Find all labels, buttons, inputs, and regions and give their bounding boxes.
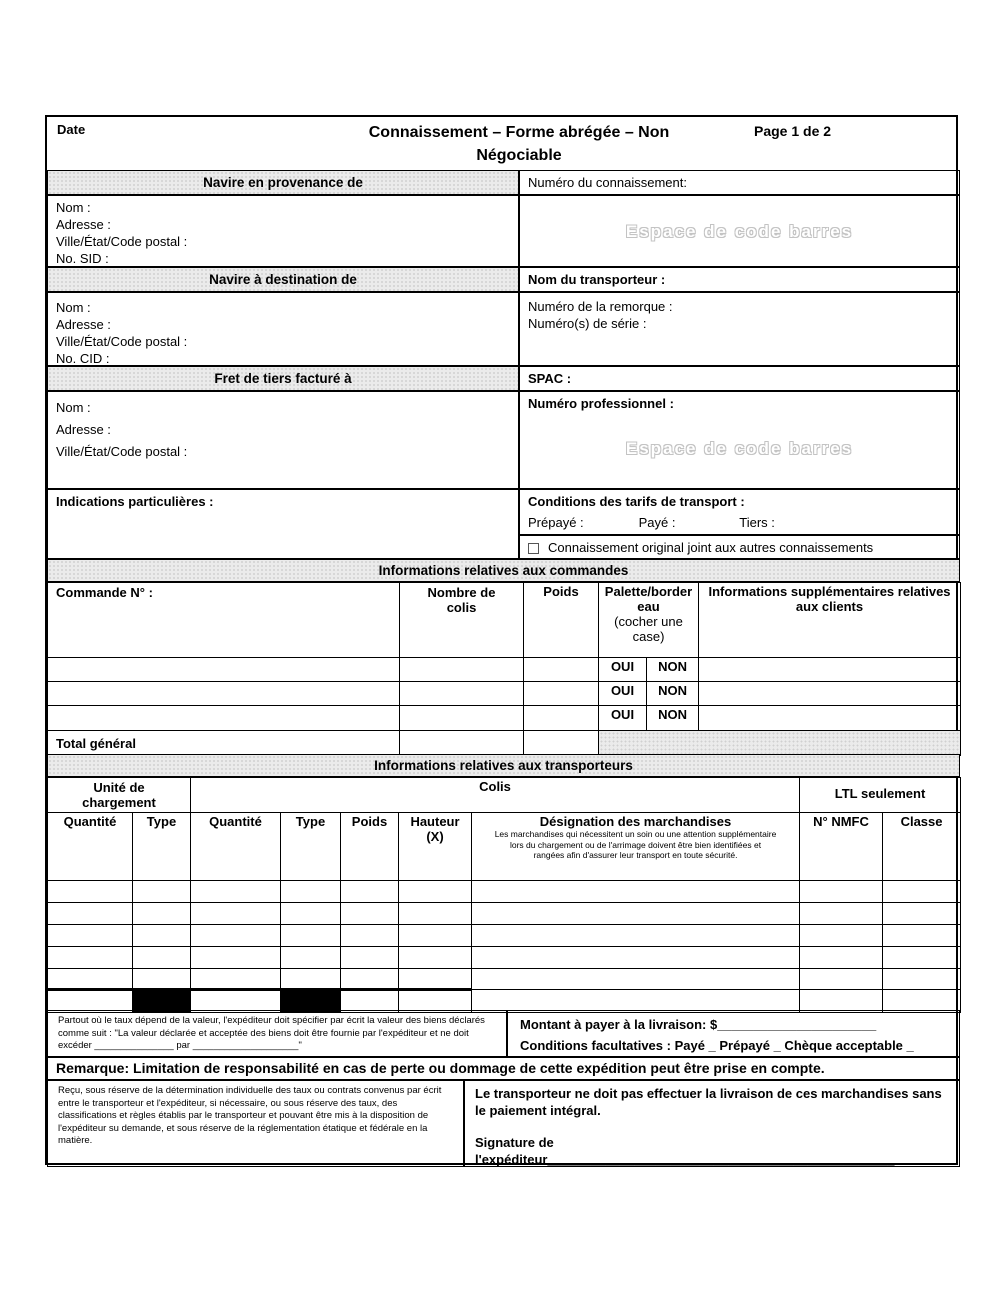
- ship-to-address-label: Adresse :: [56, 317, 111, 332]
- ship-from-section[interactable]: [47, 195, 519, 267]
- ship-to-header: Navire à destination de: [47, 267, 519, 292]
- order-packages-cell[interactable]: [400, 658, 524, 682]
- carrier-group-handling: Unité de chargement: [48, 778, 191, 813]
- height-cell[interactable]: [399, 947, 472, 969]
- cod-section: [507, 1010, 960, 1057]
- order-weight-cell[interactable]: [524, 658, 599, 682]
- ship-to-cid-label: No. CID :: [56, 351, 110, 366]
- ship-from-address-label: Adresse :: [56, 217, 111, 232]
- carrier-col-weight: Poids: [341, 813, 399, 881]
- cod-terms-label[interactable]: Conditions facultatives : Payé _ Prépayé _ Chèque acceptable _: [520, 1038, 914, 1053]
- hu-type-cell[interactable]: [133, 881, 191, 903]
- description-cell[interactable]: [472, 903, 800, 925]
- hu-type-cell[interactable]: [133, 947, 191, 969]
- weight-cell[interactable]: [341, 903, 399, 925]
- nmfc-cell[interactable]: [800, 925, 883, 947]
- order-pallet-yes[interactable]: OUI: [599, 706, 647, 731]
- pro-number-section[interactable]: [519, 391, 960, 489]
- third-party-city-label: Ville/État/Code postal :: [56, 444, 188, 459]
- carrier-name-label: Nom du transporteur :: [528, 272, 666, 287]
- nmfc-cell[interactable]: [800, 969, 883, 990]
- master-bol-checkbox[interactable]: [528, 543, 539, 554]
- serial-numbers-label: Numéro(s) de série :: [528, 316, 647, 331]
- carrier-name-field[interactable]: [519, 267, 960, 292]
- pkg-qty-cell[interactable]: [191, 925, 281, 947]
- received-note: Reçu, sous réserve de la détermination individuelle des taux ou contrats convenus par écrit entre le transporteur et l'expéditeur, si nécessaire, ou sous réserve des taux, des classifications et règles établis par le transporteur et pouvant être mis à la disposition de l'expéditeur su demande, et sous réserve de la réglementation étatique et fédérale en la matière.: [47, 1080, 464, 1167]
- page-indicator: Page 1 de 2: [754, 123, 832, 139]
- bol-number-label: Numéro du connaissement:: [528, 175, 687, 190]
- orders-section-header: Informations relatives aux commandes: [47, 559, 960, 582]
- carrier-col-hu-type: Type: [133, 813, 191, 881]
- nmfc-cell[interactable]: [800, 903, 883, 925]
- pkg-qty-cell[interactable]: [191, 881, 281, 903]
- order-packages-cell[interactable]: [400, 706, 524, 731]
- hu-qty-cell[interactable]: [48, 969, 133, 990]
- order-pallet-yes[interactable]: OUI: [599, 658, 647, 682]
- order-row: [48, 706, 961, 731]
- barcode-area-bottom: [528, 440, 951, 457]
- freight-terms-third-label[interactable]: Tiers :: [739, 515, 775, 530]
- carrier-col-hu-qty: Quantité: [48, 813, 133, 881]
- ship-to-name-label: Nom :: [56, 300, 91, 315]
- carrier-section-header: Informations relatives aux transporteurs: [47, 754, 960, 777]
- description-cell[interactable]: [472, 947, 800, 969]
- barcode-placeholder-bottom: Espace de code barres: [625, 439, 854, 458]
- trailer-serial-section[interactable]: [519, 292, 960, 366]
- scac-label: SPAC :: [528, 371, 572, 386]
- master-bol-label: Connaissement original joint aux autres connaissements: [548, 540, 874, 555]
- carrier-row: [48, 947, 961, 969]
- orders-col-pallet: [599, 583, 699, 658]
- carrier-row: [48, 969, 961, 990]
- carrier-row: [48, 925, 961, 947]
- class-cell[interactable]: [883, 903, 961, 925]
- title-row: [47, 117, 956, 170]
- bol-number-field[interactable]: [519, 170, 960, 195]
- height-cell[interactable]: [399, 881, 472, 903]
- form-title-line2: Négociable: [476, 147, 562, 164]
- delivery-section: [464, 1080, 960, 1167]
- order-info-cell[interactable]: [699, 658, 961, 682]
- hu-type-cell[interactable]: [133, 903, 191, 925]
- special-instructions-section[interactable]: [47, 489, 519, 559]
- ship-from-city-label: Ville/État/Code postal :: [56, 234, 188, 249]
- third-party-name-label: Nom :: [56, 400, 91, 415]
- carrier-group-package: Colis: [191, 778, 800, 813]
- description-cell[interactable]: [472, 925, 800, 947]
- pkg-type-cell[interactable]: [281, 969, 341, 990]
- pkg-type-cell[interactable]: [281, 925, 341, 947]
- class-cell[interactable]: [883, 881, 961, 903]
- orders-total-packages-cell[interactable]: [400, 731, 524, 756]
- carrier-row: [48, 903, 961, 925]
- orders-col-pallet-label: Palette/bordereau: [604, 584, 693, 614]
- hu-type-cell[interactable]: [133, 969, 191, 990]
- order-pallet-yes[interactable]: OUI: [599, 682, 647, 706]
- form-title-line1: Connaissement – Forme abrégée – Non: [368, 124, 670, 141]
- third-party-address-label: Adresse :: [56, 422, 111, 437]
- orders-col-order: Commande N° :: [48, 583, 400, 658]
- freight-terms-collect-label[interactable]: Payé :: [638, 515, 676, 530]
- orders-total-shaded-cell: [599, 731, 961, 756]
- third-party-header: Fret de tiers facturé à: [47, 366, 519, 391]
- bol-form: [45, 115, 958, 1165]
- orders-total-row: [48, 731, 961, 756]
- carrier-group-ltl: LTL seulement: [800, 778, 961, 813]
- trailer-number-label: Numéro de la remorque :: [528, 299, 673, 314]
- pkg-type-cell[interactable]: [281, 903, 341, 925]
- description-cell[interactable]: [472, 881, 800, 903]
- declared-value-note: Partout où le taux dépend de la valeur, l'expéditeur doit spécifier par écrit la valeur des biens déclarés comme suit : "La valeur déclarée et acceptée des biens doit être fournie par l'expéditeur et ne doit excéder _______________ par ____________________'': [47, 1010, 507, 1057]
- pkg-qty-cell[interactable]: [191, 947, 281, 969]
- hu-qty-cell[interactable]: [48, 947, 133, 969]
- orders-col-packages: Nombre de colis: [400, 583, 524, 658]
- order-row: [48, 658, 961, 682]
- order-row: [48, 682, 961, 706]
- nmfc-cell[interactable]: [800, 947, 883, 969]
- special-instructions-label: Indications particulières :: [56, 494, 214, 509]
- signature-label-line1: Signature de: [475, 1135, 554, 1150]
- height-cell[interactable]: [399, 903, 472, 925]
- date-label: Date: [57, 122, 86, 137]
- order-packages-cell[interactable]: [400, 682, 524, 706]
- order-pallet-no[interactable]: NON: [647, 682, 699, 706]
- hu-qty-cell[interactable]: [48, 903, 133, 925]
- order-info-cell[interactable]: [699, 682, 961, 706]
- order-pallet-no[interactable]: NON: [647, 706, 699, 731]
- carrier-col-height: Hauteur (X): [399, 813, 472, 881]
- orders-total-label: Total général: [48, 731, 400, 756]
- pkg-qty-cell[interactable]: [191, 903, 281, 925]
- description-cell[interactable]: [472, 969, 800, 990]
- weight-cell[interactable]: [341, 881, 399, 903]
- pkg-qty-cell[interactable]: [191, 969, 281, 990]
- pkg-type-cell[interactable]: [281, 881, 341, 903]
- order-weight-cell[interactable]: [524, 706, 599, 731]
- cod-amount-label[interactable]: Montant à payer à la livraison: $______________________: [520, 1017, 877, 1032]
- barcode-placeholder-top: Espace de code barres: [625, 221, 854, 241]
- order-weight-cell[interactable]: [524, 682, 599, 706]
- delivery-note: Le transporteur ne doit pas effectuer la livraison de ces marchandises sans le paiement intégral.: [475, 1086, 942, 1118]
- freight-terms-prepaid-label[interactable]: Prépayé :: [528, 515, 584, 530]
- liability-remark: Remarque: Limitation de responsabilité en cas de perte ou dommage de cette expédition peut être prise en compte.: [47, 1057, 960, 1080]
- master-bol-row: [519, 535, 960, 559]
- weight-cell[interactable]: [341, 947, 399, 969]
- freight-terms-header: Conditions des tarifs de transport :: [528, 494, 745, 509]
- orders-col-pallet-note: (cocher une case): [614, 614, 683, 644]
- carrier-col-class: Classe: [883, 813, 961, 881]
- pro-number-label: Numéro professionnel :: [528, 396, 674, 411]
- freight-terms-section[interactable]: [519, 489, 960, 535]
- carrier-col-description: [472, 813, 800, 881]
- order-number-cell[interactable]: [48, 706, 400, 731]
- ship-from-name-label: Nom :: [56, 200, 91, 215]
- weight-cell[interactable]: [341, 925, 399, 947]
- carrier-col-nmfc: N° NMFC: [800, 813, 883, 881]
- order-info-cell[interactable]: [699, 706, 961, 731]
- order-number-cell[interactable]: [48, 682, 400, 706]
- orders-total-weight-cell[interactable]: [524, 731, 599, 756]
- carrier-row: [48, 881, 961, 903]
- ship-to-section[interactable]: [47, 292, 519, 366]
- hu-qty-cell[interactable]: [48, 881, 133, 903]
- third-party-section[interactable]: [47, 391, 519, 489]
- order-number-cell[interactable]: [48, 658, 400, 682]
- height-cell[interactable]: [399, 925, 472, 947]
- orders-col-weight: Poids: [524, 583, 599, 658]
- hu-qty-cell[interactable]: [48, 925, 133, 947]
- pkg-type-cell[interactable]: [281, 947, 341, 969]
- carrier-col-pkg-type: Type: [281, 813, 341, 881]
- carrier-col-pkg-qty: Quantité: [191, 813, 281, 881]
- carrier-col-description-label: Désignation des marchandises: [539, 814, 732, 829]
- class-cell[interactable]: [883, 947, 961, 969]
- ship-from-sid-label: No. SID :: [56, 251, 109, 266]
- orders-table: [47, 582, 961, 756]
- order-pallet-no[interactable]: NON: [647, 658, 699, 682]
- weight-cell[interactable]: [341, 969, 399, 990]
- carrier-table: [47, 777, 961, 1013]
- class-cell[interactable]: [883, 925, 961, 947]
- form-title: [289, 121, 749, 167]
- barcode-area-top: [519, 195, 960, 267]
- ship-from-header: Navire en provenance de: [47, 170, 519, 195]
- orders-col-info: Informations supplémentaires relatives aux clients: [699, 583, 961, 658]
- class-cell[interactable]: [883, 969, 961, 990]
- scac-field[interactable]: [519, 366, 960, 391]
- hu-type-cell[interactable]: [133, 925, 191, 947]
- carrier-description-note: Les marchandises qui nécessitent un soin ou une attention supplémentaire lors du chargement ou de l'arrimage doivent être bien identifiées et rangées afin d'assurer leur transport en toute sécurité.: [494, 829, 777, 860]
- height-cell[interactable]: [399, 969, 472, 990]
- signature-line[interactable]: l'expéditeur________________________________________________: [475, 1152, 895, 1167]
- ship-to-city-label: Ville/État/Code postal :: [56, 334, 188, 349]
- nmfc-cell[interactable]: [800, 881, 883, 903]
